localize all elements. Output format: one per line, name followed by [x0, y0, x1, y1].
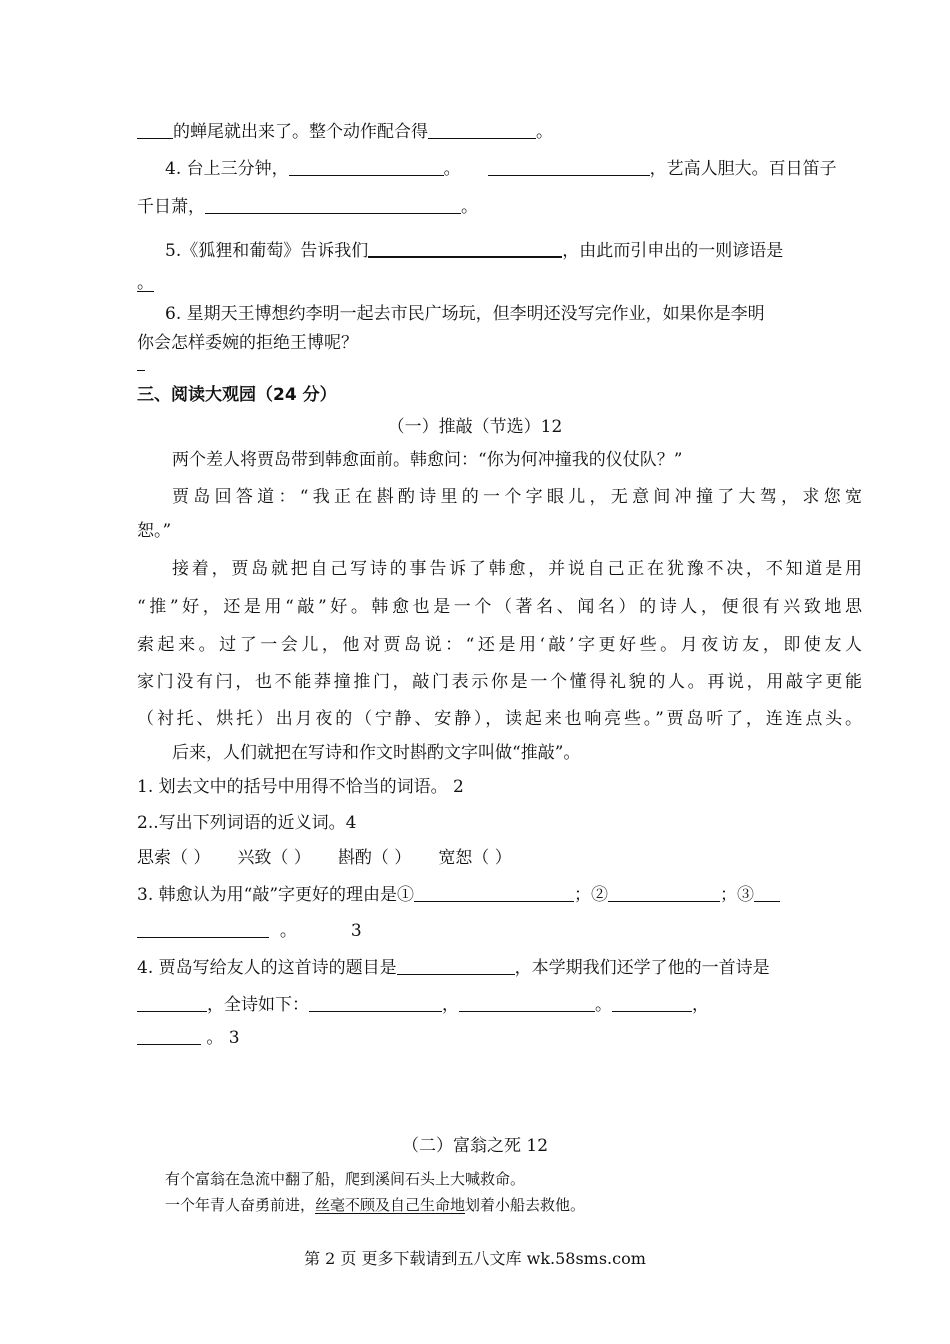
answer-blank[interactable] — [137, 920, 269, 938]
answer-blank[interactable] — [612, 994, 692, 1012]
paragraph: 索起来。过了一会儿，他对贾岛说：“还是用‘敲’字更好些。月夜访友，即使友人 — [137, 635, 862, 655]
answer-blank[interactable] — [428, 121, 536, 139]
question-6-line-2: 你会怎样委婉的拒绝王博呢？ — [137, 333, 358, 353]
section-heading: 三、阅读大观园（24 分） — [137, 385, 337, 405]
paragraph: 一个年青人奋勇前进，丝毫不顾及自己生命地划着小船去救他。 — [165, 1196, 586, 1214]
passage-1-title: （一）推敲（节选）12 — [387, 417, 563, 437]
reading-question-2-items — [137, 847, 862, 869]
answer-blank[interactable] — [309, 994, 442, 1012]
answer-blank[interactable] — [289, 158, 444, 176]
reading-question-2: 2..写出下列词语的近义词。4 — [137, 813, 357, 833]
page-footer: 第 2 页 更多下载请到五八文库 wk.58sms.com — [304, 1249, 646, 1268]
reading-question-4-line-3: 。 3 — [137, 1027, 862, 1049]
synonym-item[interactable]: 斟酌（ ） — [337, 848, 412, 868]
synonym-item[interactable]: 宽恕（ ） — [438, 848, 512, 868]
answer-blank[interactable] — [488, 158, 650, 176]
reading-question-4-line-2: ，全诗如下： ， 。 ， — [137, 994, 862, 1016]
answer-blank[interactable] — [137, 121, 173, 139]
reading-question-4-line-1: 4. 贾岛写给友人的这首诗的题目是 ，本学期我们还学了他的一首诗是 — [137, 958, 770, 978]
answer-blank[interactable] — [754, 884, 780, 902]
answer-blank[interactable] — [137, 1027, 201, 1045]
question-6-line-1: 6. 星期天王博想约李明一起去市民广场玩，但李明还没写完作业，如果你是李明 — [165, 304, 765, 324]
paragraph: （衬托、烘托）出月夜的（宁静、安静），读起来也响亮些。”贾岛听了，连连点头。 — [137, 709, 862, 729]
question-5-line-1: 5.《狐狸和葡萄》告诉我们 ，由此而引申出的一则谚语是 — [165, 241, 784, 261]
answer-blank[interactable] — [137, 370, 145, 371]
passage-2-title: （二）富翁之死 12 — [401, 1136, 549, 1156]
paragraph: 恕。” — [137, 521, 172, 541]
reading-question-3-line-1: 3. 韩愈认为用“敲”字更好的理由是① ；② ；③ — [137, 884, 862, 906]
reading-question-1: 1. 划去文中的括号中用得不恰当的词语。 2 — [137, 777, 464, 797]
paragraph: 后来，人们就把在写诗和作文时斟酌文字叫做“推敲”。 — [172, 743, 581, 763]
synonym-item[interactable]: 思索（ ） — [137, 848, 211, 868]
paragraph: 接着，贾岛就把自己写诗的事告诉了韩愈，并说自己正在犹豫不决，不知道是用 — [172, 559, 862, 579]
answer-blank[interactable] — [205, 196, 461, 214]
answer-blank[interactable] — [608, 884, 720, 902]
question-4-line-2: 千日萧， 。 — [137, 197, 478, 217]
paragraph: 两个差人将贾岛带到韩愈面前。韩愈问：“你为何冲撞我的仪仗队？” — [172, 450, 683, 470]
answer-blank[interactable] — [368, 239, 562, 258]
fill-line-1: 的蝉尾就出来了。整个动作配合得 。 — [137, 121, 862, 143]
answer-blank[interactable] — [414, 884, 574, 902]
synonym-item[interactable]: 兴致（ ） — [237, 848, 311, 868]
underlined-phrase: 丝毫不顾及自己生命地 — [315, 1196, 466, 1214]
answer-blank[interactable] — [397, 957, 515, 975]
answer-blank[interactable] — [459, 994, 595, 1012]
paragraph: 贾岛回答道：“我正在斟酌诗里的一个字眼儿，无意间冲撞了大驾，求您宽 — [172, 487, 862, 507]
paragraph: 家门没有闩，也不能莽撞推门，敲门表示你是一个懂得礼貌的人。再说，用敲字更能 — [137, 672, 862, 692]
question-5-line-2: 。 — [137, 273, 154, 293]
reading-question-3-line-2: 。 3 — [137, 920, 862, 942]
paragraph: “推”好，还是用“敲”好。韩愈也是一个（著名、闻名）的诗人，便很有兴致地思 — [137, 597, 862, 617]
paragraph: 有个富翁在急流中翻了船，爬到溪间石头上大喊救命。 — [165, 1170, 526, 1188]
answer-blank[interactable] — [137, 994, 207, 1012]
question-4-line-1: 4. 台上三分钟， 。 ，艺高人胆大。百日笛子 — [165, 159, 837, 179]
